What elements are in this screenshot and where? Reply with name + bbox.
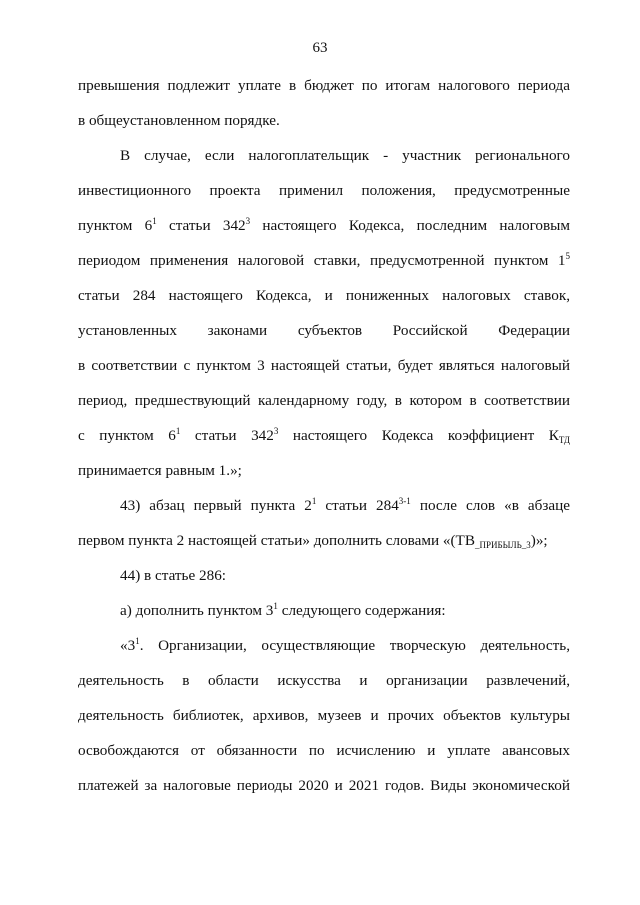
text-line: «$3^1$. Организации, осуществляющие творческую деятельность, (120, 636, 570, 654)
text-line: освобождаются от обязанности по исчислению и уплате авансовых (78, 742, 570, 759)
text-line: 43) абзац первый пункта $2^1$ статьи 284$^{3-1}$ после слов «в абзаце (120, 496, 570, 514)
text-line: инвестиционного проекта применил положения, предусмотренные (78, 182, 570, 199)
text-line: с пунктом $6^1$ статьи $342^3$ настоящего Кодекса коэффициент $К_{ТД}$ (78, 426, 570, 445)
text-line: платежей за налоговые периоды 2020 и 2021 годов. Виды экономической (78, 777, 570, 794)
text-line: а) дополнить пунктом $3^1$ следующего содержания: (120, 601, 446, 619)
text-line: деятельность библиотек, архивов, музеев и прочих объектов культуры (78, 707, 570, 724)
text-line: пунктом $6^1$ статьи $342^3$ настоящего Кодекса, последним налоговым (78, 216, 570, 234)
text-line: принимается равным 1.»; (78, 462, 242, 479)
text-line: деятельность в области искусства и организации развлечений, (78, 672, 570, 689)
text-line: превышения подлежит уплате в бюджет по итогам налогового периода (78, 77, 570, 94)
text-line: первом пункта 2 настоящей статьи» дополнить словами «$(ТВ_{\_ПРИБЫЛЬ\_3})$»; (78, 532, 548, 550)
text-line: в общеустановленном порядке. (78, 112, 280, 129)
text-line: В случае, если налогоплательщик - участник регионального (120, 147, 570, 164)
text-line: в соответствии с пунктом 3 настоящей статьи, будет являться налоговый (78, 357, 570, 374)
page-number: 63 (312, 40, 328, 56)
text-line: статьи 284 настоящего Кодекса, и пониженных налоговых ставок, (78, 287, 570, 304)
text-line: периодом применения налоговой ставки, предусмотренной пунктом $1^5$ (78, 251, 570, 269)
text-line: 44) в статье 286: (120, 567, 227, 584)
text-line: период, предшествующий календарному году, в котором в соответствии (78, 392, 570, 409)
text-line: установленных законами субъектов Российской Федерации (78, 322, 570, 339)
